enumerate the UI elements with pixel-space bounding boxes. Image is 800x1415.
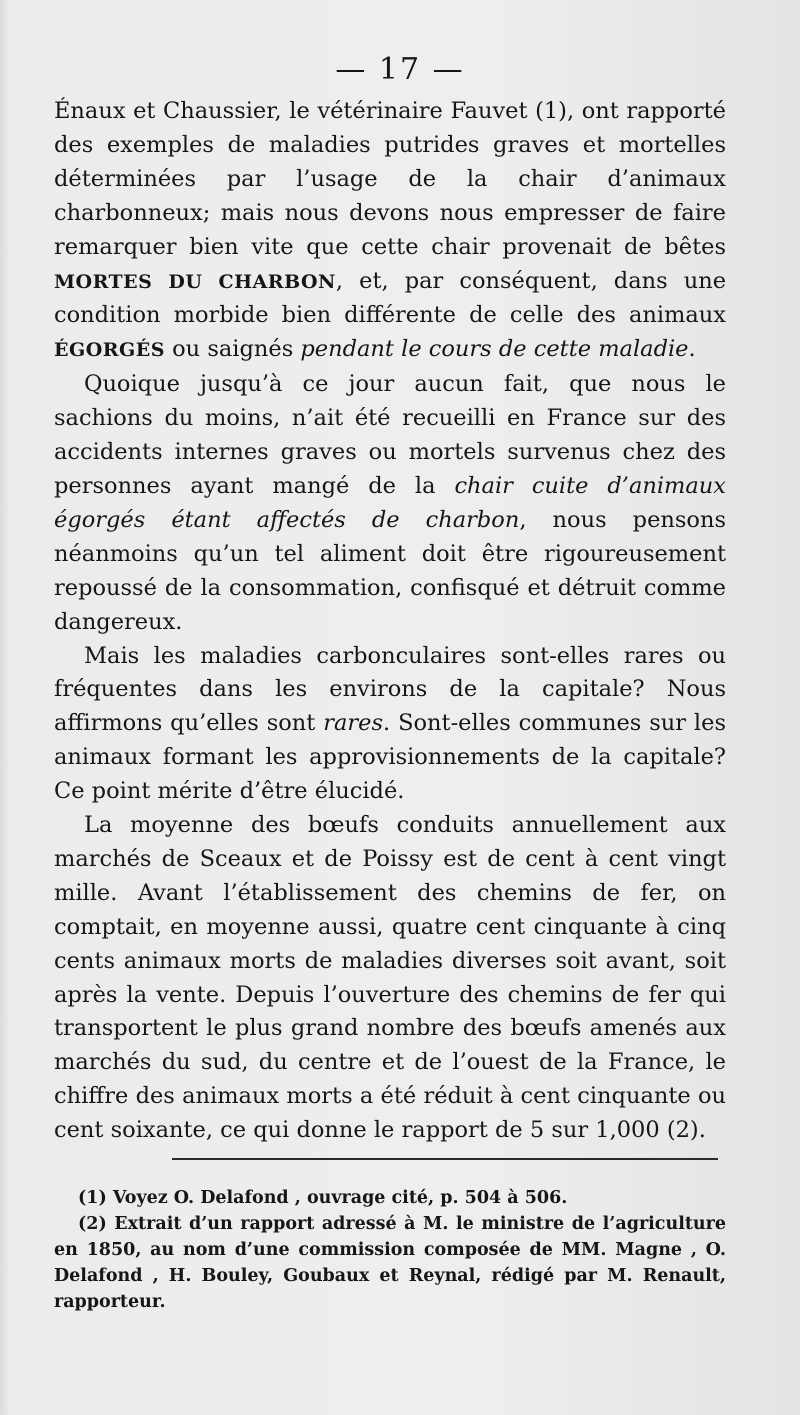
- text-run: .: [688, 336, 696, 363]
- text-run: . Sont-elles communes sur les animaux formant les approvisionnements de la capitale? Ce point mérite d’être élucidé.: [54, 710, 726, 805]
- italic-run: pendant le cours de cette maladie: [300, 336, 689, 363]
- italic-run: rares: [323, 710, 384, 737]
- small-caps-run: MORTES DU CHARBON: [54, 270, 336, 293]
- footnote-rule: [172, 1158, 718, 1160]
- text-run: Mais les maladies carbonculaires sont-elles rares ou fréquentes dans les environs de la capitale? Nous affirmons qu’elles sont: [54, 642, 726, 737]
- paragraph: [54, 95, 726, 368]
- footnotes: [54, 1185, 726, 1315]
- paragraph: [54, 640, 726, 810]
- text-run: , nous pensons néanmoins qu’un tel aliment doit être rigoureusement repoussé de la consommation, confisqué et détruit comme dangereux.: [54, 506, 727, 635]
- text-run: Quoique jusqu’à ce jour aucun fait, que nous le sachions du moins, n’ait été recueilli en France sur des accidents internes graves ou mortels survenus chez des personnes ayant mangé de la: [54, 371, 726, 499]
- small-caps-run: ÉGORGÉS: [54, 339, 165, 362]
- text-run: La moyenne des bœufs conduits annuellement aux marchés de Sceaux et de Poissy est de cent à cent vingt mille. Avant l’établissement des chemins de fer, on comptait, en moyenne aussi, quatre cent cinquante à cinq cents animaux morts de maladies diverses soit avant, soit après la vente. Depuis l’ouverture des chemins de fer qui transportent le plus grand nombre des bœufs amenés aux marchés du sud, du centre et de l’ouest de la France, le chiffre des animaux morts a été réduit à cent cinquante ou cent soixante, ce qui donne le rapport de 5 sur 1,000 (2).: [54, 812, 726, 1144]
- text-run: , et, par conséquent, dans une condition morbide bien différente de celle des animaux: [54, 267, 727, 329]
- text-run: Énaux et Chaussier, le vétérinaire Fauvet (1), ont rapporté des exemples de maladies putrides graves et mortelles déterminées par l’usage de la chair d’animaux charbonneux; mais nous devons nous empresser de faire remarquer bien vite que cette chair provenait de bêtes: [54, 98, 726, 260]
- footnote: (2) Extrait d’un rapport adressé à M. le ministre de l’agriculture en 1850, au nom d’une commission composée de MM. Magne , O. Delafond , H. Bouley, Goubaux et Reynal, rédigé par M. Renault, rapporteur.: [54, 1214, 726, 1312]
- footnote: (1) Voyez O. Delafond , ouvrage cité, p. 504 à 506.: [78, 1188, 568, 1208]
- paragraph: [54, 368, 726, 639]
- italic-run: chair cuite d’animaux égorgés étant affectés de charbon: [54, 472, 726, 533]
- page-number: — 17 —: [335, 52, 465, 87]
- paragraph: [54, 809, 726, 1148]
- text-run: ou saignés: [164, 336, 301, 363]
- body-text: [54, 95, 726, 1148]
